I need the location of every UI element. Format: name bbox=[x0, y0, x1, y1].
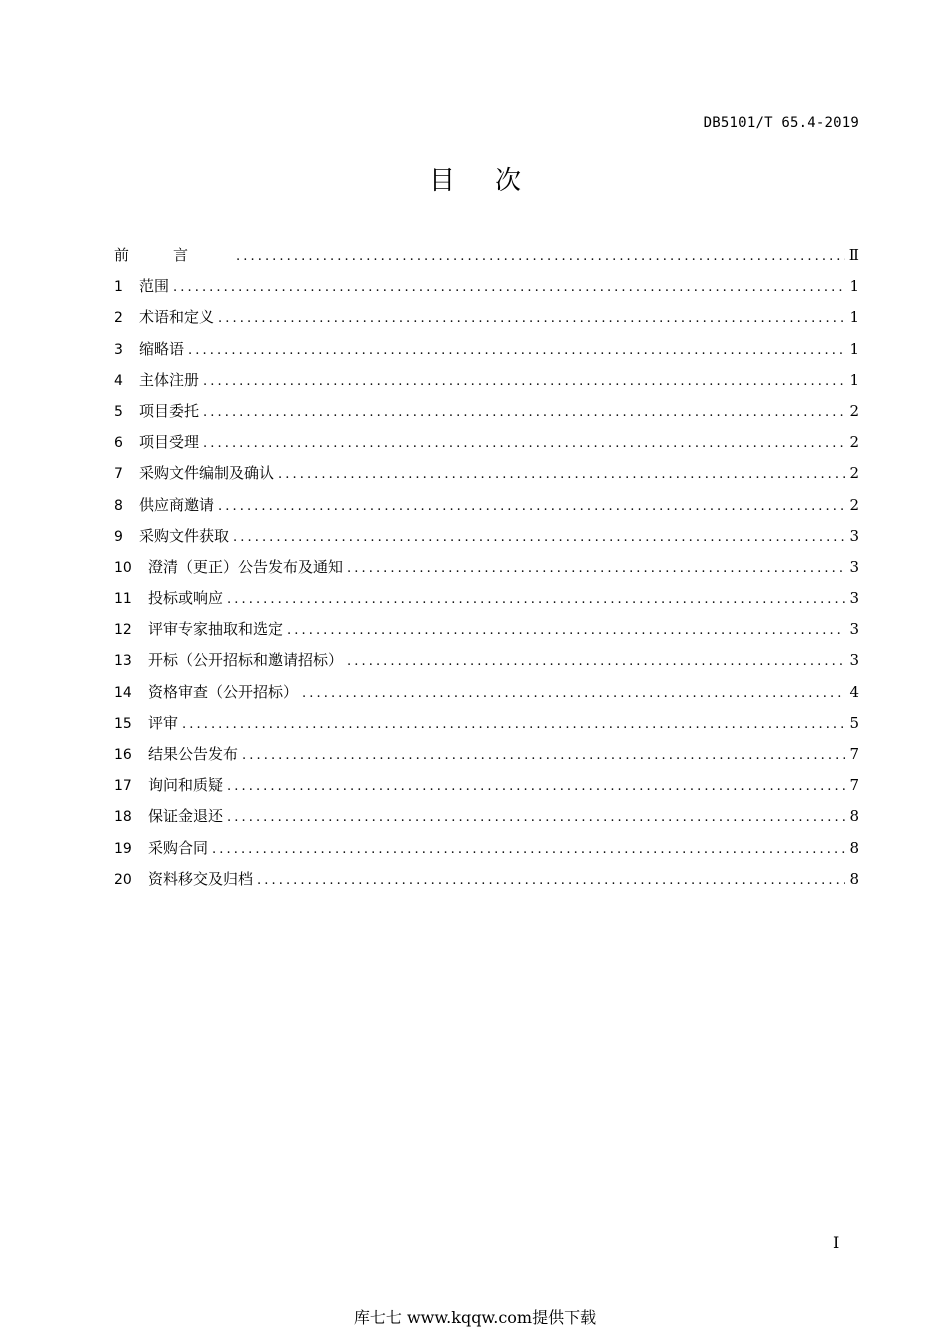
toc-entry[interactable] bbox=[114, 396, 859, 427]
toc-entry[interactable] bbox=[114, 334, 859, 365]
toc-entry-label: 前言 bbox=[114, 246, 233, 264]
toc-entry[interactable] bbox=[114, 365, 859, 396]
toc-entry-page: 8 bbox=[849, 869, 859, 888]
page-number: I bbox=[833, 1233, 840, 1252]
toc-entry-label: 缩略语 bbox=[139, 339, 185, 358]
toc-entry-page: Ⅱ bbox=[848, 246, 859, 264]
toc-entry-label: 澄清（更正）公告发布及通知 bbox=[148, 557, 344, 576]
toc-entry-number: 16 bbox=[114, 747, 132, 763]
toc-entry-number: 8 bbox=[114, 497, 123, 514]
toc-entry-foreword[interactable] bbox=[114, 240, 859, 271]
toc-leader-dots bbox=[218, 303, 845, 334]
toc-leader-dots bbox=[203, 428, 845, 459]
toc-leader-dots bbox=[203, 366, 845, 397]
toc-entry-number: 11 bbox=[114, 591, 132, 608]
toc-entry[interactable] bbox=[114, 458, 859, 489]
toc-entry-number: 3 bbox=[114, 341, 123, 358]
toc-entry-number: 17 bbox=[114, 778, 132, 795]
toc-entry[interactable] bbox=[114, 614, 859, 645]
toc-entry-label: 供应商邀请 bbox=[139, 495, 215, 514]
toc-entry-number: 12 bbox=[114, 622, 132, 639]
toc-entry-number: 19 bbox=[114, 840, 132, 857]
toc-entry-number: 4 bbox=[114, 372, 123, 389]
toc-entry[interactable] bbox=[114, 739, 859, 770]
toc-entry[interactable] bbox=[114, 583, 859, 614]
toc-entry-label: 范围 bbox=[139, 277, 170, 296]
toc-leader-dots bbox=[212, 834, 845, 865]
toc-leader-dots bbox=[347, 646, 845, 677]
toc-leader-dots bbox=[227, 584, 845, 615]
toc-entry-number: 2 bbox=[114, 310, 123, 327]
toc-entry-page: 3 bbox=[849, 651, 859, 670]
toc-entry-page: 1 bbox=[849, 277, 859, 296]
toc-entry-number: 14 bbox=[114, 684, 132, 701]
toc-entry[interactable] bbox=[114, 271, 859, 302]
toc-entry[interactable] bbox=[114, 801, 859, 832]
toc-leader-dots bbox=[182, 709, 845, 740]
toc-leader-dots bbox=[173, 272, 845, 303]
toc-entry-label: 询问和质疑 bbox=[148, 776, 224, 795]
toc-entry-number: 20 bbox=[114, 871, 132, 888]
toc-leader-dots bbox=[278, 459, 845, 490]
standard-code: DB5101/T 65.4-2019 bbox=[703, 115, 859, 131]
toc-entry[interactable] bbox=[114, 770, 859, 801]
toc-entry-number: 7 bbox=[114, 466, 123, 483]
download-footer: 库七七 www.kqqw.com提供下载 bbox=[353, 1308, 597, 1327]
toc-entry-label: 采购文件编制及确认 bbox=[139, 464, 275, 483]
toc-entry-page: 4 bbox=[849, 682, 859, 701]
toc-leader-dots bbox=[302, 678, 845, 709]
toc-entry-number: 18 bbox=[114, 809, 132, 826]
toc-entry-page: 2 bbox=[849, 401, 859, 420]
toc-leader-dots bbox=[236, 241, 845, 272]
toc-entry-page: 3 bbox=[849, 526, 859, 545]
toc-entry-page: 7 bbox=[849, 745, 859, 763]
toc-leader-dots bbox=[218, 491, 845, 522]
toc-entry-number: 10 bbox=[114, 559, 132, 576]
toc-entry-page: 2 bbox=[849, 464, 859, 483]
toc-entry[interactable] bbox=[114, 645, 859, 676]
toc-leader-dots bbox=[227, 771, 845, 802]
toc-entry[interactable] bbox=[114, 708, 859, 739]
toc-entry-label: 项目受理 bbox=[139, 433, 200, 452]
toc-entry[interactable] bbox=[114, 302, 859, 333]
toc-entry-label: 保证金退还 bbox=[148, 807, 224, 826]
toc-entry-label: 开标（公开招标和邀请招标） bbox=[148, 651, 344, 670]
toc-leader-dots bbox=[188, 335, 845, 366]
toc-leader-dots bbox=[203, 397, 845, 428]
table-of-contents bbox=[114, 240, 859, 895]
toc-entry-number: 9 bbox=[114, 528, 123, 545]
toc-entry-page: 8 bbox=[849, 807, 859, 826]
toc-entry[interactable] bbox=[114, 552, 859, 583]
toc-entry-label: 项目委托 bbox=[139, 401, 200, 420]
toc-entry-page: 2 bbox=[849, 495, 859, 514]
toc-entry-label: 评审专家抽取和选定 bbox=[148, 620, 284, 639]
toc-entry[interactable] bbox=[114, 490, 859, 521]
toc-leader-dots bbox=[347, 553, 845, 584]
toc-entry-label: 结果公告发布 bbox=[148, 745, 239, 763]
toc-entry-label: 评审 bbox=[148, 713, 179, 732]
toc-entry-number: 1 bbox=[114, 279, 123, 296]
toc-entry-page: 3 bbox=[849, 620, 859, 639]
toc-entry-number: 6 bbox=[114, 435, 123, 452]
toc-leader-dots bbox=[287, 615, 845, 646]
page-title: 目次 bbox=[428, 166, 561, 196]
toc-entry-number: 5 bbox=[114, 403, 123, 420]
toc-entry-label: 主体注册 bbox=[139, 370, 200, 389]
toc-entry[interactable] bbox=[114, 833, 859, 864]
toc-entry[interactable] bbox=[114, 521, 859, 552]
toc-leader-dots bbox=[227, 802, 845, 833]
toc-entry-page: 5 bbox=[849, 713, 859, 732]
toc-entry-label: 采购文件获取 bbox=[139, 526, 230, 545]
toc-entry-label: 投标或响应 bbox=[148, 589, 224, 608]
toc-entry-page: 3 bbox=[849, 589, 859, 608]
toc-entry[interactable] bbox=[114, 864, 859, 895]
toc-entry-label: 资料移交及归档 bbox=[148, 869, 254, 888]
toc-entry-page: 3 bbox=[849, 557, 859, 576]
toc-entry[interactable] bbox=[114, 427, 859, 458]
toc-entry-label: 采购合同 bbox=[148, 838, 209, 857]
toc-leader-dots bbox=[242, 740, 845, 771]
toc-entry-page: 1 bbox=[849, 370, 859, 389]
toc-entry-label: 术语和定义 bbox=[139, 308, 215, 327]
toc-entry-page: 2 bbox=[849, 433, 859, 452]
toc-entry-page: 1 bbox=[849, 308, 859, 327]
toc-leader-dots bbox=[233, 522, 845, 553]
toc-entry-label: 资格审查（公开招标） bbox=[148, 682, 299, 701]
toc-entry-page: 8 bbox=[849, 838, 859, 857]
toc-leader-dots bbox=[257, 865, 845, 896]
toc-entry-page: 1 bbox=[849, 339, 859, 358]
toc-entry-number: 15 bbox=[114, 715, 132, 732]
toc-entry-page: 7 bbox=[849, 776, 859, 795]
toc-entry-number: 13 bbox=[114, 653, 132, 670]
toc-entry[interactable] bbox=[114, 677, 859, 708]
